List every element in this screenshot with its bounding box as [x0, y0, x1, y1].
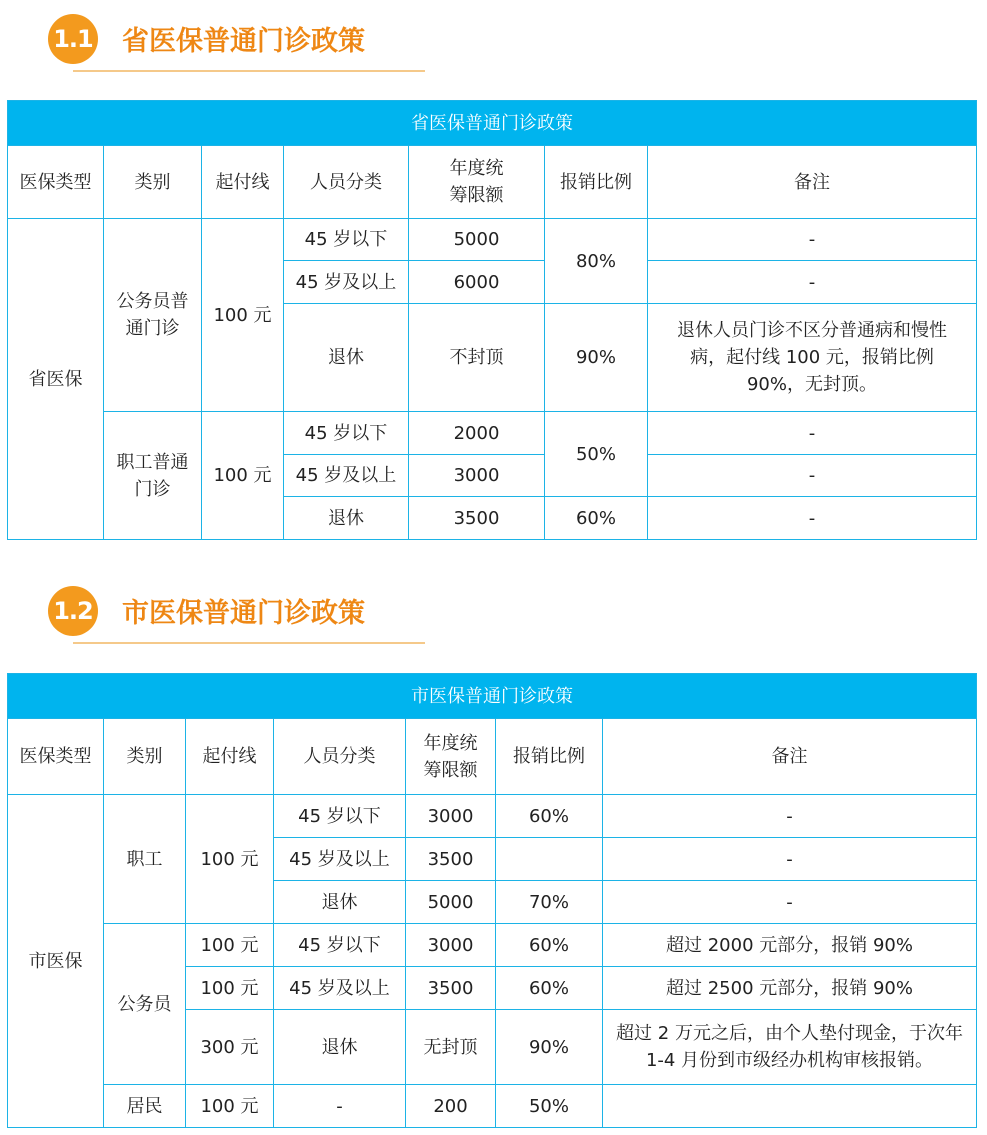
note-cell: - [648, 412, 977, 455]
ratio-cell [496, 838, 603, 881]
city-policy-table [7, 673, 977, 1128]
ratio-cell: 70% [496, 881, 603, 924]
ratio-cell: 60% [496, 795, 603, 838]
limit-cell: 3000 [406, 924, 496, 967]
category-cell: 职工 [104, 795, 186, 924]
ratio-cell: 60% [496, 967, 603, 1010]
person-cell: 退休 [284, 497, 409, 540]
limit-cell: 3000 [409, 455, 545, 497]
header-cell: 人员分类 [274, 719, 406, 795]
table-row [8, 1085, 977, 1128]
note-cell [603, 1085, 977, 1128]
note-cell: 超过 2 万元之后，由个人垫付现金，于次年 1-4 月份到市级经办机构审核报销。 [603, 1010, 977, 1085]
ratio-cell: 80% [545, 219, 648, 304]
header-cell: 起付线 [186, 719, 274, 795]
person-cell: 退休 [284, 304, 409, 412]
note-cell: - [648, 497, 977, 540]
note-cell: 超过 2500 元部分，报销 90% [603, 967, 977, 1010]
section-2-title: 市医保普通门诊政策 [122, 598, 365, 629]
limit-cell: 5000 [409, 219, 545, 261]
insurance-type-cell: 市医保 [8, 795, 104, 1128]
table-header-row [8, 719, 977, 795]
person-cell: 45 岁以下 [284, 412, 409, 455]
header-cell: 年度统筹限额 [406, 719, 496, 795]
header-cell: 报销比例 [496, 719, 603, 795]
header-cell: 医保类型 [8, 719, 104, 795]
category-cell: 职工普通门诊 [104, 412, 202, 540]
ratio-cell: 60% [545, 497, 648, 540]
category-cell: 居民 [104, 1085, 186, 1128]
person-cell: 45 岁以下 [284, 219, 409, 261]
header-cell: 人员分类 [284, 146, 409, 219]
note-cell: - [648, 455, 977, 497]
ratio-cell: 90% [496, 1010, 603, 1085]
table-caption: 市医保普通门诊政策 [8, 674, 977, 719]
section-2-underline [73, 642, 425, 644]
limit-cell: 3500 [409, 497, 545, 540]
section-1-title: 省医保普通门诊政策 [122, 26, 365, 57]
deductible-cell: 100 元 [202, 412, 284, 540]
deductible-cell: 100 元 [186, 967, 274, 1010]
ratio-cell: 50% [545, 412, 648, 497]
limit-cell: 无封顶 [406, 1010, 496, 1085]
ratio-cell: 90% [545, 304, 648, 412]
table-caption: 省医保普通门诊政策 [8, 101, 977, 146]
table-row [8, 412, 977, 455]
note-cell: - [603, 881, 977, 924]
person-cell: - [274, 1085, 406, 1128]
ratio-cell: 60% [496, 924, 603, 967]
person-cell: 45 岁及以上 [284, 455, 409, 497]
person-cell: 45 岁及以上 [284, 261, 409, 304]
header-cell: 类别 [104, 719, 186, 795]
person-cell: 45 岁以下 [274, 924, 406, 967]
person-cell: 45 岁及以上 [274, 967, 406, 1010]
table-row [8, 219, 977, 261]
deductible-cell: 100 元 [186, 924, 274, 967]
category-cell: 公务员 [104, 924, 186, 1085]
limit-cell: 3500 [406, 838, 496, 881]
section-2-number-badge: 1.2 [48, 586, 98, 636]
note-cell: - [603, 795, 977, 838]
limit-cell: 不封顶 [409, 304, 545, 412]
deductible-cell: 100 元 [186, 1085, 274, 1128]
header-cell: 起付线 [202, 146, 284, 219]
limit-cell: 200 [406, 1085, 496, 1128]
limit-cell: 6000 [409, 261, 545, 304]
person-cell: 退休 [274, 1010, 406, 1085]
section-1-number-badge: 1.1 [48, 14, 98, 64]
table-row [8, 795, 977, 838]
person-cell: 45 岁以下 [274, 795, 406, 838]
deductible-cell: 100 元 [202, 219, 284, 412]
note-cell: - [603, 838, 977, 881]
header-cell: 医保类型 [8, 146, 104, 219]
person-cell: 退休 [274, 881, 406, 924]
category-cell: 公务员普通门诊 [104, 219, 202, 412]
note-cell: 超过 2000 元部分，报销 90% [603, 924, 977, 967]
header-cell: 备注 [603, 719, 977, 795]
ratio-cell: 50% [496, 1085, 603, 1128]
section-1-underline [73, 70, 425, 72]
header-cell: 备注 [648, 146, 977, 219]
insurance-type-cell: 省医保 [8, 219, 104, 540]
header-cell: 报销比例 [545, 146, 648, 219]
limit-cell: 5000 [406, 881, 496, 924]
limit-cell: 3500 [406, 967, 496, 1010]
table-row [8, 924, 977, 967]
limit-cell: 3000 [406, 795, 496, 838]
header-cell: 年度统筹限额 [409, 146, 545, 219]
provincial-policy-table [7, 100, 977, 540]
header-cell: 类别 [104, 146, 202, 219]
limit-cell: 2000 [409, 412, 545, 455]
deductible-cell: 100 元 [186, 795, 274, 924]
table-header-row [8, 146, 977, 219]
deductible-cell: 300 元 [186, 1010, 274, 1085]
person-cell: 45 岁及以上 [274, 838, 406, 881]
note-cell: - [648, 219, 977, 261]
note-cell: - [648, 261, 977, 304]
note-cell: 退休人员门诊不区分普通病和慢性病，起付线 100 元，报销比例 90%，无封顶。 [648, 304, 977, 412]
